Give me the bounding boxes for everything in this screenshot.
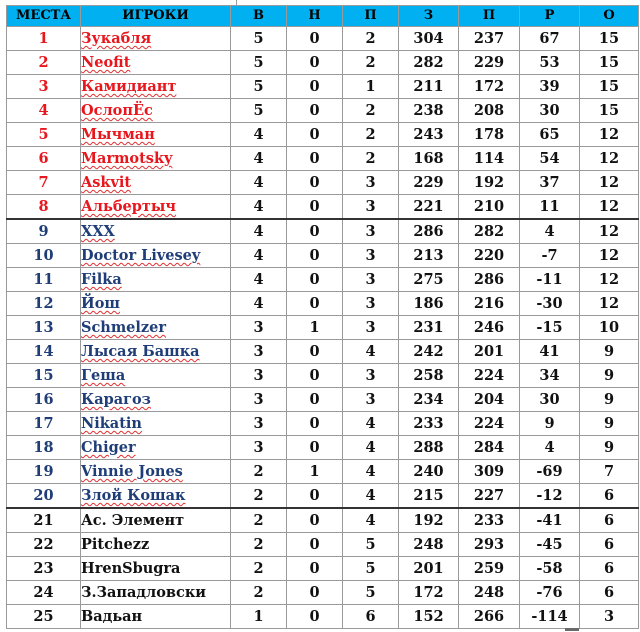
cell-points: 3 [580, 605, 639, 629]
cell-scored: 221 [399, 195, 459, 220]
cell-difference: -12 [520, 484, 580, 509]
cell-wins: 3 [231, 388, 287, 412]
cell-player [81, 244, 231, 268]
cell-scored: 238 [399, 99, 459, 123]
cell-losses: 4 [343, 484, 399, 509]
cell-scored: 213 [399, 244, 459, 268]
cell-difference: 9 [520, 412, 580, 436]
cell-scored: 234 [399, 388, 459, 412]
cell-player [81, 123, 231, 147]
player-name: ОслопЁс [81, 102, 153, 119]
cell-wins: 4 [231, 195, 287, 220]
cell-conceded: 246 [459, 316, 520, 340]
cell-draws: 0 [287, 292, 343, 316]
cell-difference: -41 [520, 508, 580, 533]
table-row [7, 557, 639, 581]
cell-player [81, 219, 231, 244]
cell-points: 9 [580, 340, 639, 364]
player-name: Мычман [81, 126, 155, 143]
cell-difference: -15 [520, 316, 580, 340]
cell-wins: 4 [231, 268, 287, 292]
cell-points: 9 [580, 436, 639, 460]
cell-draws: 0 [287, 171, 343, 195]
cell-scored: 186 [399, 292, 459, 316]
cell-points: 12 [580, 219, 639, 244]
cell-conceded: 220 [459, 244, 520, 268]
cell-scored: 192 [399, 508, 459, 533]
cell-place: 25 [7, 605, 81, 629]
cell-draws: 0 [287, 51, 343, 75]
cell-player [81, 460, 231, 484]
cell-points: 15 [580, 51, 639, 75]
cell-wins: 3 [231, 364, 287, 388]
cell-place: 9 [7, 219, 81, 244]
player-name: Зукабля [81, 30, 152, 47]
cell-player [81, 508, 231, 533]
player-name: Камидиант [81, 78, 177, 95]
cell-wins: 2 [231, 484, 287, 509]
table-row [7, 605, 639, 629]
cell-points: 15 [580, 99, 639, 123]
player-name: Лысая Башка [81, 343, 200, 360]
cell-points: 6 [580, 484, 639, 509]
cell-wins: 5 [231, 27, 287, 51]
table-row [7, 51, 639, 75]
cell-difference: 54 [520, 147, 580, 171]
cell-difference: 53 [520, 51, 580, 75]
cell-losses: 4 [343, 436, 399, 460]
cell-difference: -114 [520, 605, 580, 629]
cell-difference: 4 [520, 219, 580, 244]
cell-conceded: 224 [459, 412, 520, 436]
cell-losses: 3 [343, 388, 399, 412]
cell-losses: 4 [343, 340, 399, 364]
player-name: Pitchezz [81, 536, 150, 553]
table-row [7, 484, 639, 509]
cell-losses: 2 [343, 147, 399, 171]
header-players: ИГРОКИ [81, 6, 231, 27]
cell-losses: 3 [343, 244, 399, 268]
cell-draws: 0 [287, 484, 343, 509]
cell-scored: 233 [399, 412, 459, 436]
cell-place: 23 [7, 557, 81, 581]
cell-draws: 0 [287, 388, 343, 412]
cell-player [81, 147, 231, 171]
cell-player [81, 388, 231, 412]
cell-losses: 3 [343, 316, 399, 340]
table-row [7, 460, 639, 484]
cell-losses: 4 [343, 460, 399, 484]
cell-wins: 4 [231, 292, 287, 316]
standings-body [7, 27, 639, 629]
cell-conceded: 259 [459, 557, 520, 581]
cell-conceded: 266 [459, 605, 520, 629]
cell-difference: -30 [520, 292, 580, 316]
cell-losses: 3 [343, 219, 399, 244]
cell-conceded: 210 [459, 195, 520, 220]
header-scored: З [399, 6, 459, 27]
cell-player [81, 99, 231, 123]
cell-points: 9 [580, 412, 639, 436]
cell-conceded: 216 [459, 292, 520, 316]
player-name: Ас. Элемент [81, 512, 185, 529]
cell-difference: 30 [520, 388, 580, 412]
cell-player [81, 316, 231, 340]
cell-wins: 2 [231, 533, 287, 557]
table-row [7, 244, 639, 268]
cell-conceded: 229 [459, 51, 520, 75]
cell-conceded: 114 [459, 147, 520, 171]
cell-place: 16 [7, 388, 81, 412]
cell-conceded: 224 [459, 364, 520, 388]
cell-place: 21 [7, 508, 81, 533]
cell-scored: 211 [399, 75, 459, 99]
cell-difference: 34 [520, 364, 580, 388]
cell-conceded: 172 [459, 75, 520, 99]
cell-draws: 0 [287, 268, 343, 292]
table-row [7, 99, 639, 123]
cell-scored: 282 [399, 51, 459, 75]
cell-losses: 3 [343, 364, 399, 388]
header-losses: П [343, 6, 399, 27]
cell-points: 12 [580, 195, 639, 220]
player-name: Вадьан [81, 608, 143, 625]
cell-draws: 1 [287, 316, 343, 340]
cell-draws: 0 [287, 605, 343, 629]
cell-conceded: 293 [459, 533, 520, 557]
cell-losses: 3 [343, 292, 399, 316]
cell-player [81, 412, 231, 436]
cell-wins: 4 [231, 147, 287, 171]
cell-place: 13 [7, 316, 81, 340]
cell-points: 12 [580, 244, 639, 268]
cell-wins: 4 [231, 219, 287, 244]
cell-difference: -11 [520, 268, 580, 292]
cell-place: 2 [7, 51, 81, 75]
cell-player [81, 581, 231, 605]
cell-player [81, 436, 231, 460]
player-name: Neofit [81, 54, 131, 71]
player-name: Chiger [81, 439, 136, 456]
cell-draws: 0 [287, 436, 343, 460]
cell-place: 6 [7, 147, 81, 171]
cell-place: 19 [7, 460, 81, 484]
header-place: МЕСТА [7, 6, 81, 27]
table-row [7, 581, 639, 605]
table-row [7, 316, 639, 340]
cell-player [81, 51, 231, 75]
cell-player [81, 533, 231, 557]
table-row [7, 508, 639, 533]
cell-place: 10 [7, 244, 81, 268]
table-row [7, 268, 639, 292]
cell-wins: 2 [231, 581, 287, 605]
cell-losses: 2 [343, 51, 399, 75]
cell-scored: 258 [399, 364, 459, 388]
cell-losses: 3 [343, 171, 399, 195]
cell-place: 24 [7, 581, 81, 605]
cell-player [81, 195, 231, 220]
cell-points: 12 [580, 123, 639, 147]
cell-place: 18 [7, 436, 81, 460]
cell-losses: 5 [343, 581, 399, 605]
cell-player [81, 605, 231, 629]
cell-wins: 5 [231, 75, 287, 99]
cell-difference: 37 [520, 171, 580, 195]
cell-wins: 4 [231, 171, 287, 195]
cell-conceded: 282 [459, 219, 520, 244]
cell-draws: 0 [287, 364, 343, 388]
table-row [7, 436, 639, 460]
header-points: О [580, 6, 639, 27]
cell-player [81, 171, 231, 195]
table-row [7, 533, 639, 557]
player-name: Schmelzer [81, 319, 167, 336]
header-conceded: П [459, 6, 520, 27]
cell-points: 9 [580, 388, 639, 412]
cell-scored: 201 [399, 557, 459, 581]
cell-wins: 2 [231, 460, 287, 484]
cell-scored: 215 [399, 484, 459, 509]
cell-wins: 3 [231, 436, 287, 460]
cell-conceded: 248 [459, 581, 520, 605]
player-name: Doctor Livesey [81, 247, 201, 264]
cell-losses: 1 [343, 75, 399, 99]
cell-wins: 3 [231, 340, 287, 364]
cell-place: 14 [7, 340, 81, 364]
cell-conceded: 201 [459, 340, 520, 364]
cell-player [81, 292, 231, 316]
cell-conceded: 309 [459, 460, 520, 484]
cell-draws: 0 [287, 412, 343, 436]
cell-scored: 286 [399, 219, 459, 244]
cell-losses: 3 [343, 268, 399, 292]
cell-wins: 5 [231, 99, 287, 123]
player-name: Альбертыч [81, 198, 177, 215]
cell-conceded: 208 [459, 99, 520, 123]
cell-draws: 0 [287, 557, 343, 581]
cell-points: 6 [580, 557, 639, 581]
cell-wins: 2 [231, 508, 287, 533]
player-name: XXX [81, 223, 115, 240]
cell-draws: 0 [287, 99, 343, 123]
cell-wins: 3 [231, 316, 287, 340]
table-row [7, 340, 639, 364]
cell-conceded: 286 [459, 268, 520, 292]
cell-draws: 0 [287, 508, 343, 533]
cell-difference: 39 [520, 75, 580, 99]
cell-points: 12 [580, 147, 639, 171]
cell-scored: 275 [399, 268, 459, 292]
cell-place: 20 [7, 484, 81, 509]
cell-draws: 0 [287, 147, 343, 171]
standings-table [6, 5, 639, 629]
cell-player [81, 340, 231, 364]
cell-scored: 242 [399, 340, 459, 364]
header-row [7, 6, 639, 27]
cell-place: 15 [7, 364, 81, 388]
cell-conceded: 233 [459, 508, 520, 533]
cell-difference: 65 [520, 123, 580, 147]
cell-conceded: 178 [459, 123, 520, 147]
cell-player [81, 557, 231, 581]
cell-conceded: 192 [459, 171, 520, 195]
cell-losses: 6 [343, 605, 399, 629]
cell-scored: 229 [399, 171, 459, 195]
cell-conceded: 227 [459, 484, 520, 509]
cell-points: 12 [580, 268, 639, 292]
cell-wins: 4 [231, 123, 287, 147]
cell-conceded: 237 [459, 27, 520, 51]
cell-losses: 3 [343, 195, 399, 220]
player-name: З.Западловски [81, 584, 207, 601]
scroll-indicator [565, 628, 579, 631]
table-row [7, 171, 639, 195]
table-row [7, 219, 639, 244]
cell-place: 5 [7, 123, 81, 147]
cell-points: 12 [580, 292, 639, 316]
cell-difference: -58 [520, 557, 580, 581]
cell-scored: 243 [399, 123, 459, 147]
player-name: Карагоз [81, 391, 151, 408]
cell-difference: 11 [520, 195, 580, 220]
table-row [7, 27, 639, 51]
cell-place: 11 [7, 268, 81, 292]
cell-points: 15 [580, 27, 639, 51]
cell-losses: 2 [343, 123, 399, 147]
cell-draws: 0 [287, 244, 343, 268]
cell-place: 22 [7, 533, 81, 557]
cell-scored: 152 [399, 605, 459, 629]
cell-draws: 0 [287, 195, 343, 220]
cell-place: 1 [7, 27, 81, 51]
header-draws: Н [287, 6, 343, 27]
cell-losses: 4 [343, 508, 399, 533]
cell-scored: 288 [399, 436, 459, 460]
player-name: Йош [81, 295, 120, 312]
cell-scored: 168 [399, 147, 459, 171]
cell-losses: 2 [343, 99, 399, 123]
cell-points: 9 [580, 364, 639, 388]
player-name: Filka [81, 271, 122, 288]
cell-player [81, 75, 231, 99]
cell-points: 15 [580, 75, 639, 99]
cell-draws: 0 [287, 533, 343, 557]
table-row [7, 123, 639, 147]
cell-points: 6 [580, 581, 639, 605]
player-name: Злой Кошак [81, 487, 186, 504]
cell-conceded: 284 [459, 436, 520, 460]
header-difference: Р [520, 6, 580, 27]
cell-points: 6 [580, 508, 639, 533]
table-row [7, 412, 639, 436]
cell-conceded: 204 [459, 388, 520, 412]
cell-draws: 0 [287, 123, 343, 147]
cell-draws: 0 [287, 27, 343, 51]
player-name: Геша [81, 367, 126, 384]
table-row [7, 195, 639, 220]
cell-scored: 248 [399, 533, 459, 557]
cell-difference: -76 [520, 581, 580, 605]
cell-place: 4 [7, 99, 81, 123]
cell-difference: 4 [520, 436, 580, 460]
cell-points: 7 [580, 460, 639, 484]
cell-scored: 304 [399, 27, 459, 51]
table-row [7, 292, 639, 316]
cell-losses: 4 [343, 412, 399, 436]
cell-wins: 2 [231, 557, 287, 581]
cell-player [81, 484, 231, 509]
cell-losses: 2 [343, 27, 399, 51]
cell-scored: 172 [399, 581, 459, 605]
cell-place: 8 [7, 195, 81, 220]
cell-difference: -69 [520, 460, 580, 484]
cell-points: 6 [580, 533, 639, 557]
cell-losses: 5 [343, 533, 399, 557]
table-row [7, 388, 639, 412]
cell-points: 10 [580, 316, 639, 340]
player-name: HrenSbugra [81, 560, 181, 577]
cell-player [81, 27, 231, 51]
cell-place: 17 [7, 412, 81, 436]
cell-scored: 240 [399, 460, 459, 484]
cell-difference: 30 [520, 99, 580, 123]
table-row [7, 364, 639, 388]
header-wins: В [231, 6, 287, 27]
cell-difference: 41 [520, 340, 580, 364]
player-name: Nikatin [81, 415, 142, 432]
cell-wins: 3 [231, 412, 287, 436]
player-name: Vinnie Jones [81, 463, 183, 480]
table-row [7, 147, 639, 171]
cell-draws: 0 [287, 219, 343, 244]
cell-difference: 67 [520, 27, 580, 51]
cell-wins: 1 [231, 605, 287, 629]
cell-player [81, 268, 231, 292]
cell-draws: 1 [287, 460, 343, 484]
cell-draws: 0 [287, 75, 343, 99]
player-name: Askvit [81, 174, 132, 191]
cell-losses: 5 [343, 557, 399, 581]
cell-place: 3 [7, 75, 81, 99]
cell-place: 12 [7, 292, 81, 316]
cell-wins: 4 [231, 244, 287, 268]
cell-place: 7 [7, 171, 81, 195]
cell-difference: -7 [520, 244, 580, 268]
cell-draws: 0 [287, 340, 343, 364]
cell-draws: 0 [287, 581, 343, 605]
cell-wins: 5 [231, 51, 287, 75]
cell-player [81, 364, 231, 388]
cell-scored: 231 [399, 316, 459, 340]
cell-points: 12 [580, 171, 639, 195]
player-name: Marmotsky [81, 150, 173, 167]
cell-difference: -45 [520, 533, 580, 557]
table-row [7, 75, 639, 99]
